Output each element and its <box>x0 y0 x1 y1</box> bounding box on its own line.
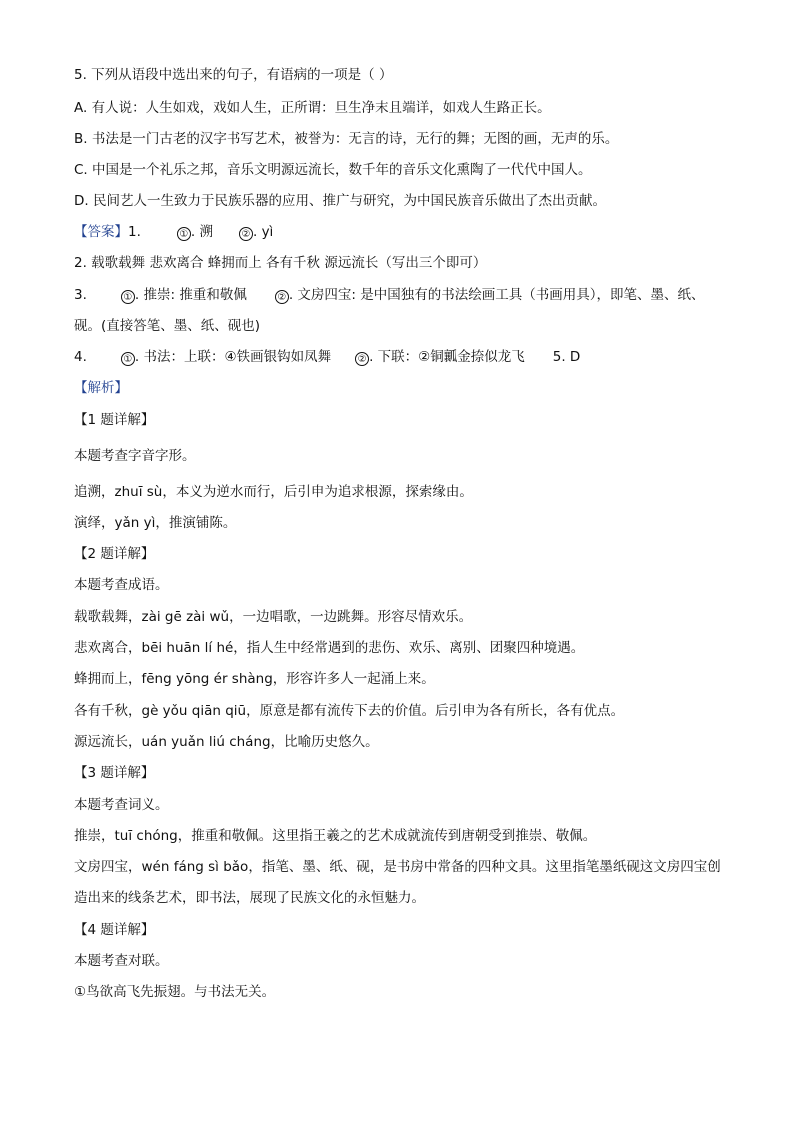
circled-2-marker: ② <box>275 290 289 304</box>
answer-4-number: 4. <box>74 349 87 365</box>
option-a: A. 有人说：人生如戏，戏如人生，正所谓：旦生净末且端详，如戏人生路正长。 <box>74 100 551 116</box>
section-1-heading: 【1 题详解】 <box>74 412 155 428</box>
answer-line-3 <box>74 286 734 304</box>
option-d: D. 民间艺人一生致力于民族乐器的应用、推广与研究，为中国民族音乐做出了杰出贡献。 <box>74 193 606 209</box>
section-4-para-2: ①鸟欲高飞先振翅。与书法无关。 <box>74 984 276 1000</box>
section-4-para-1: 本题考查对联。 <box>74 953 169 969</box>
answer-4b: . 下联：②铜瓤金捺似龙飞 <box>369 349 525 365</box>
question-5-stem: 5. 下列从语段中选出来的句子，有语病的一项是（ ） <box>74 67 393 83</box>
circled-1-marker: ① <box>121 352 135 366</box>
section-3-heading: 【3 题详解】 <box>74 765 155 781</box>
section-2-para-6: 源远流长，uán yuǎn liú cháng，比喻历史悠久。 <box>74 734 379 750</box>
answer-3b: . 文房四宝: 是中国独有的书法绘画工具（书画用具），即笔、墨、纸、 <box>288 287 705 303</box>
answer-tag: 【答案】 <box>74 224 128 240</box>
section-3-para-3: 文房四宝，wén fáng sì bǎo，指笔、墨、纸、砚，是书房中常备的四种文具。这里指笔墨纸砚这文房四宝创 <box>74 859 721 875</box>
answer-line-1 <box>74 223 734 241</box>
section-2-para-1: 本题考查成语。 <box>74 577 169 593</box>
circled-1-marker: ① <box>177 227 191 241</box>
section-1-para-2: 追溯，zhuī sù，本义为逆水而行，后引申为追求根源，探索缘由。 <box>74 484 473 500</box>
answer-line-4 <box>74 348 734 366</box>
section-1-para-3: 演绎，yǎn yì，推演铺陈。 <box>74 515 237 531</box>
option-c: C. 中国是一个礼乐之邦，音乐文明源远流长，数千年的音乐文化熏陶了一代代中国人。 <box>74 162 592 178</box>
circled-2-marker: ② <box>355 352 369 366</box>
analysis-tag: 【解析】 <box>74 380 128 396</box>
section-2-heading: 【2 题详解】 <box>74 546 155 562</box>
answer-4a: . 书法：上联：④铁画银钩如凤舞 <box>134 349 332 365</box>
circled-2-marker: ② <box>239 227 253 241</box>
answer-1b: . yì <box>252 224 274 240</box>
section-1-para-1: 本题考查字音字形。 <box>74 448 196 464</box>
answer-1a: . 溯 <box>190 224 213 240</box>
section-2-para-4: 蜂拥而上，fēng yōng ér shàng，形容许多人一起涌上来。 <box>74 671 435 687</box>
option-b: B. 书法是一门古老的汉字书写艺术，被誉为：无言的诗，无行的舞；无图的画，无声的乐。 <box>74 131 619 147</box>
circled-1-marker: ① <box>121 290 135 304</box>
answer-1-number: 1. <box>128 224 141 240</box>
section-2-para-2: 载歌载舞，zài gē zài wǔ，一边唱歌，一边跳舞。形容尽情欢乐。 <box>74 609 473 625</box>
section-3-para-1: 本题考查词义。 <box>74 797 169 813</box>
answer-line-3-cont: 砚。(直接答笔、墨、纸、砚也) <box>74 318 261 334</box>
answer-3-number: 3. <box>74 287 87 303</box>
section-3-para-2: 推崇，tuī chóng，推重和敬佩。这里指王羲之的艺术成就流传到唐朝受到推崇、敬佩。 <box>74 828 597 844</box>
answer-line-2: 2. 载歌载舞 悲欢离合 蜂拥而上 各有千秋 源远流长（写出三个即可） <box>74 255 487 271</box>
answer-5: 5. D <box>552 349 581 365</box>
section-2-para-5: 各有千秋，gè yǒu qiān qiū，原意是都有流传下去的价值。后引申为各有所长，各有优点。 <box>74 703 625 719</box>
section-3-para-4: 造出来的线条艺术，即书法，展现了民族文化的永恒魅力。 <box>74 890 425 906</box>
answer-3a: . 推崇: 推重和敬佩 <box>134 287 247 303</box>
section-2-para-3: 悲欢离合，bēi huān lí hé，指人生中经常遇到的悲伤、欢乐、离别、团聚四种境遇。 <box>74 640 585 656</box>
section-4-heading: 【4 题详解】 <box>74 922 155 938</box>
